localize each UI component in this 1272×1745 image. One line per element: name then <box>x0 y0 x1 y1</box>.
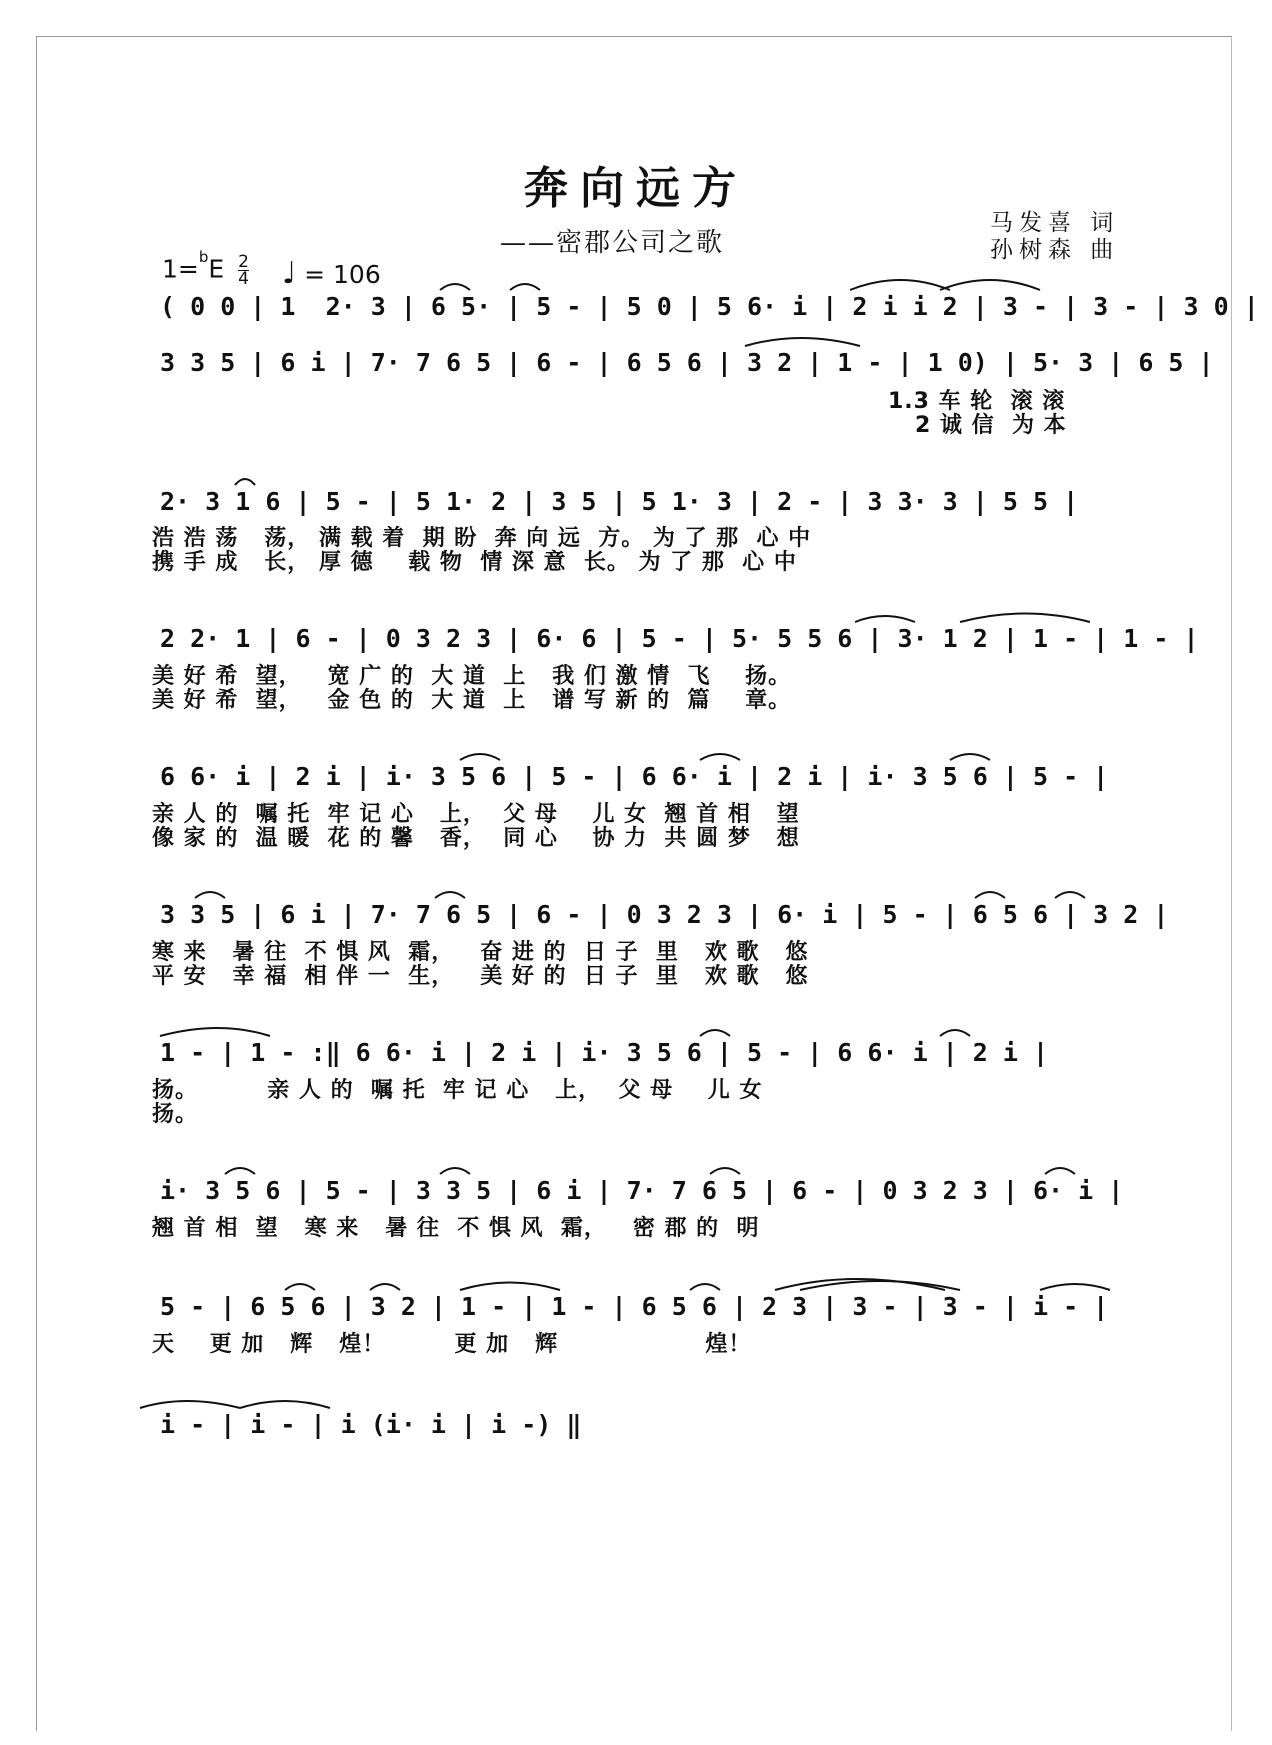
lyrics-line-4-verse-1: 美 好 希 望， 宽 广 的 大 道 上 我 们 激 情 飞 扬。 <box>152 664 792 689</box>
lyrics-line-6-verse-2: 平 安 幸 福 相 伴 一 生， 美 好 的 日 子 里 欢 歌 悠 <box>152 964 809 989</box>
lyrics-line-6-verse-1: 寒 来 暑 往 不 惧 风 霜， 奋 进 的 日 子 里 欢 歌 悠 <box>152 940 809 965</box>
lyrics-line-8-verse-1: 翘 首 相 望 寒 来 暑 往 不 惧 风 霜， 密 郡 的 明 <box>152 1216 760 1241</box>
page-border <box>36 36 1232 1731</box>
lyrics-line-7-verse-1: 扬。 亲 人 的 嘱 托 牢 记 心 上， 父 母 儿 女 <box>152 1078 763 1103</box>
lyrics-line-5-verse-2: 像 家 的 温 暖 花 的 馨 香， 同 心 协 力 共 圆 梦 想 <box>152 826 800 851</box>
song-subtitle: ——密郡公司之歌 <box>500 228 725 258</box>
lyrics-line-5-verse-1: 亲 人 的 嘱 托 牢 记 心 上， 父 母 儿 女 翘 首 相 望 <box>152 802 800 827</box>
lyrics-line-3-verse-1: 浩 浩 荡 荡， 满 载 着 期 盼 奔 向 远 方。 为 了 那 心 中 <box>152 526 812 551</box>
key-prefix: 1= <box>162 254 199 284</box>
tempo-marking <box>282 256 381 291</box>
notation-line-10: i - | i - | i (i· i | i -) ‖ <box>160 1410 582 1439</box>
time-signature-bottom: 4 <box>238 269 249 289</box>
notation-line-9: 5 - | 6 5 6 | 3 2 | 1 - | 1 - | 6 5 6 | 2 3 | 3 - | 3 - | i - | <box>160 1292 1109 1321</box>
key-signature <box>162 248 255 289</box>
lyrics-line-7-verse-2: 扬。 <box>152 1102 199 1127</box>
notation-line-2: 3 3 5 | 6 i | 7· 7 6 5 | 6 - | 6 5 6 | 3 2 | 1 - | 1 0) | 5· 3 | 6 5 | <box>160 348 1214 377</box>
quarter-note-icon: ♩ <box>282 256 297 291</box>
notation-line-5: 6 6· i | 2 i | i· 3 5 6 | 5 - | 6 6· i | 2 i | i· 3 5 6 | 5 - | <box>160 762 1109 791</box>
lyrics-line-4-verse-2: 美 好 希 望， 金 色 的 大 道 上 谱 写 新 的 篇 章。 <box>152 688 792 713</box>
notation-line-3: 2· 3 1 6 | 5 - | 5 1· 2 | 3 5 | 5 1· 3 | 2 - | 3 3· 3 | 5 5 | <box>160 487 1079 516</box>
notation-line-1: ( 0 0 | 1 2· 3 | 6 5· | 5 - | 5 0 | 5 6· i | 2 i i 2 | 3 - | 3 - | 3 0 | <box>160 292 1259 321</box>
time-signature-top: 2 <box>238 252 249 272</box>
lyrics-line-9-verse-1: 天 更 加 辉 煌！ 更 加 辉 煌！ <box>152 1332 752 1357</box>
composer-credit: 孙树森 曲 <box>990 237 1120 263</box>
key-note: E <box>208 254 225 284</box>
time-signature <box>238 254 249 287</box>
lyrics-line-2-verse-1: 1.3 车 轮 滚 滚 <box>888 389 1066 414</box>
song-title: 奔向远方 <box>524 163 748 214</box>
lyrics-line-3-verse-2: 携 手 成 长， 厚 德 载 物 情 深 意 长。 为 了 那 心 中 <box>152 550 797 575</box>
lyricist-credit: 马发喜 词 <box>990 210 1120 236</box>
flat-sign: b <box>198 248 209 267</box>
notation-line-6: 3 3 5 | 6 i | 7· 7 6 5 | 6 - | 0 3 2 3 | 6· i | 5 - | 6 5 6 | 3 2 | <box>160 900 1169 929</box>
notation-line-4: 2 2· 1 | 6 - | 0 3 2 3 | 6· 6 | 5 - | 5· 5 5 6 | 3· 1 2 | 1 - | 1 - | <box>160 624 1199 653</box>
lyrics-line-2-verse-2: 2 诚 信 为 本 <box>915 413 1067 438</box>
notation-line-8: i· 3 5 6 | 5 - | 3 3 5 | 6 i | 7· 7 6 5 | 6 - | 0 3 2 3 | 6· i | <box>160 1176 1124 1205</box>
notation-line-7: 1 - | 1 - :‖ 6 6· i | 2 i | i· 3 5 6 | 5 - | 6 6· i | 2 i | <box>160 1038 1049 1067</box>
tempo-value: = 106 <box>304 260 381 289</box>
